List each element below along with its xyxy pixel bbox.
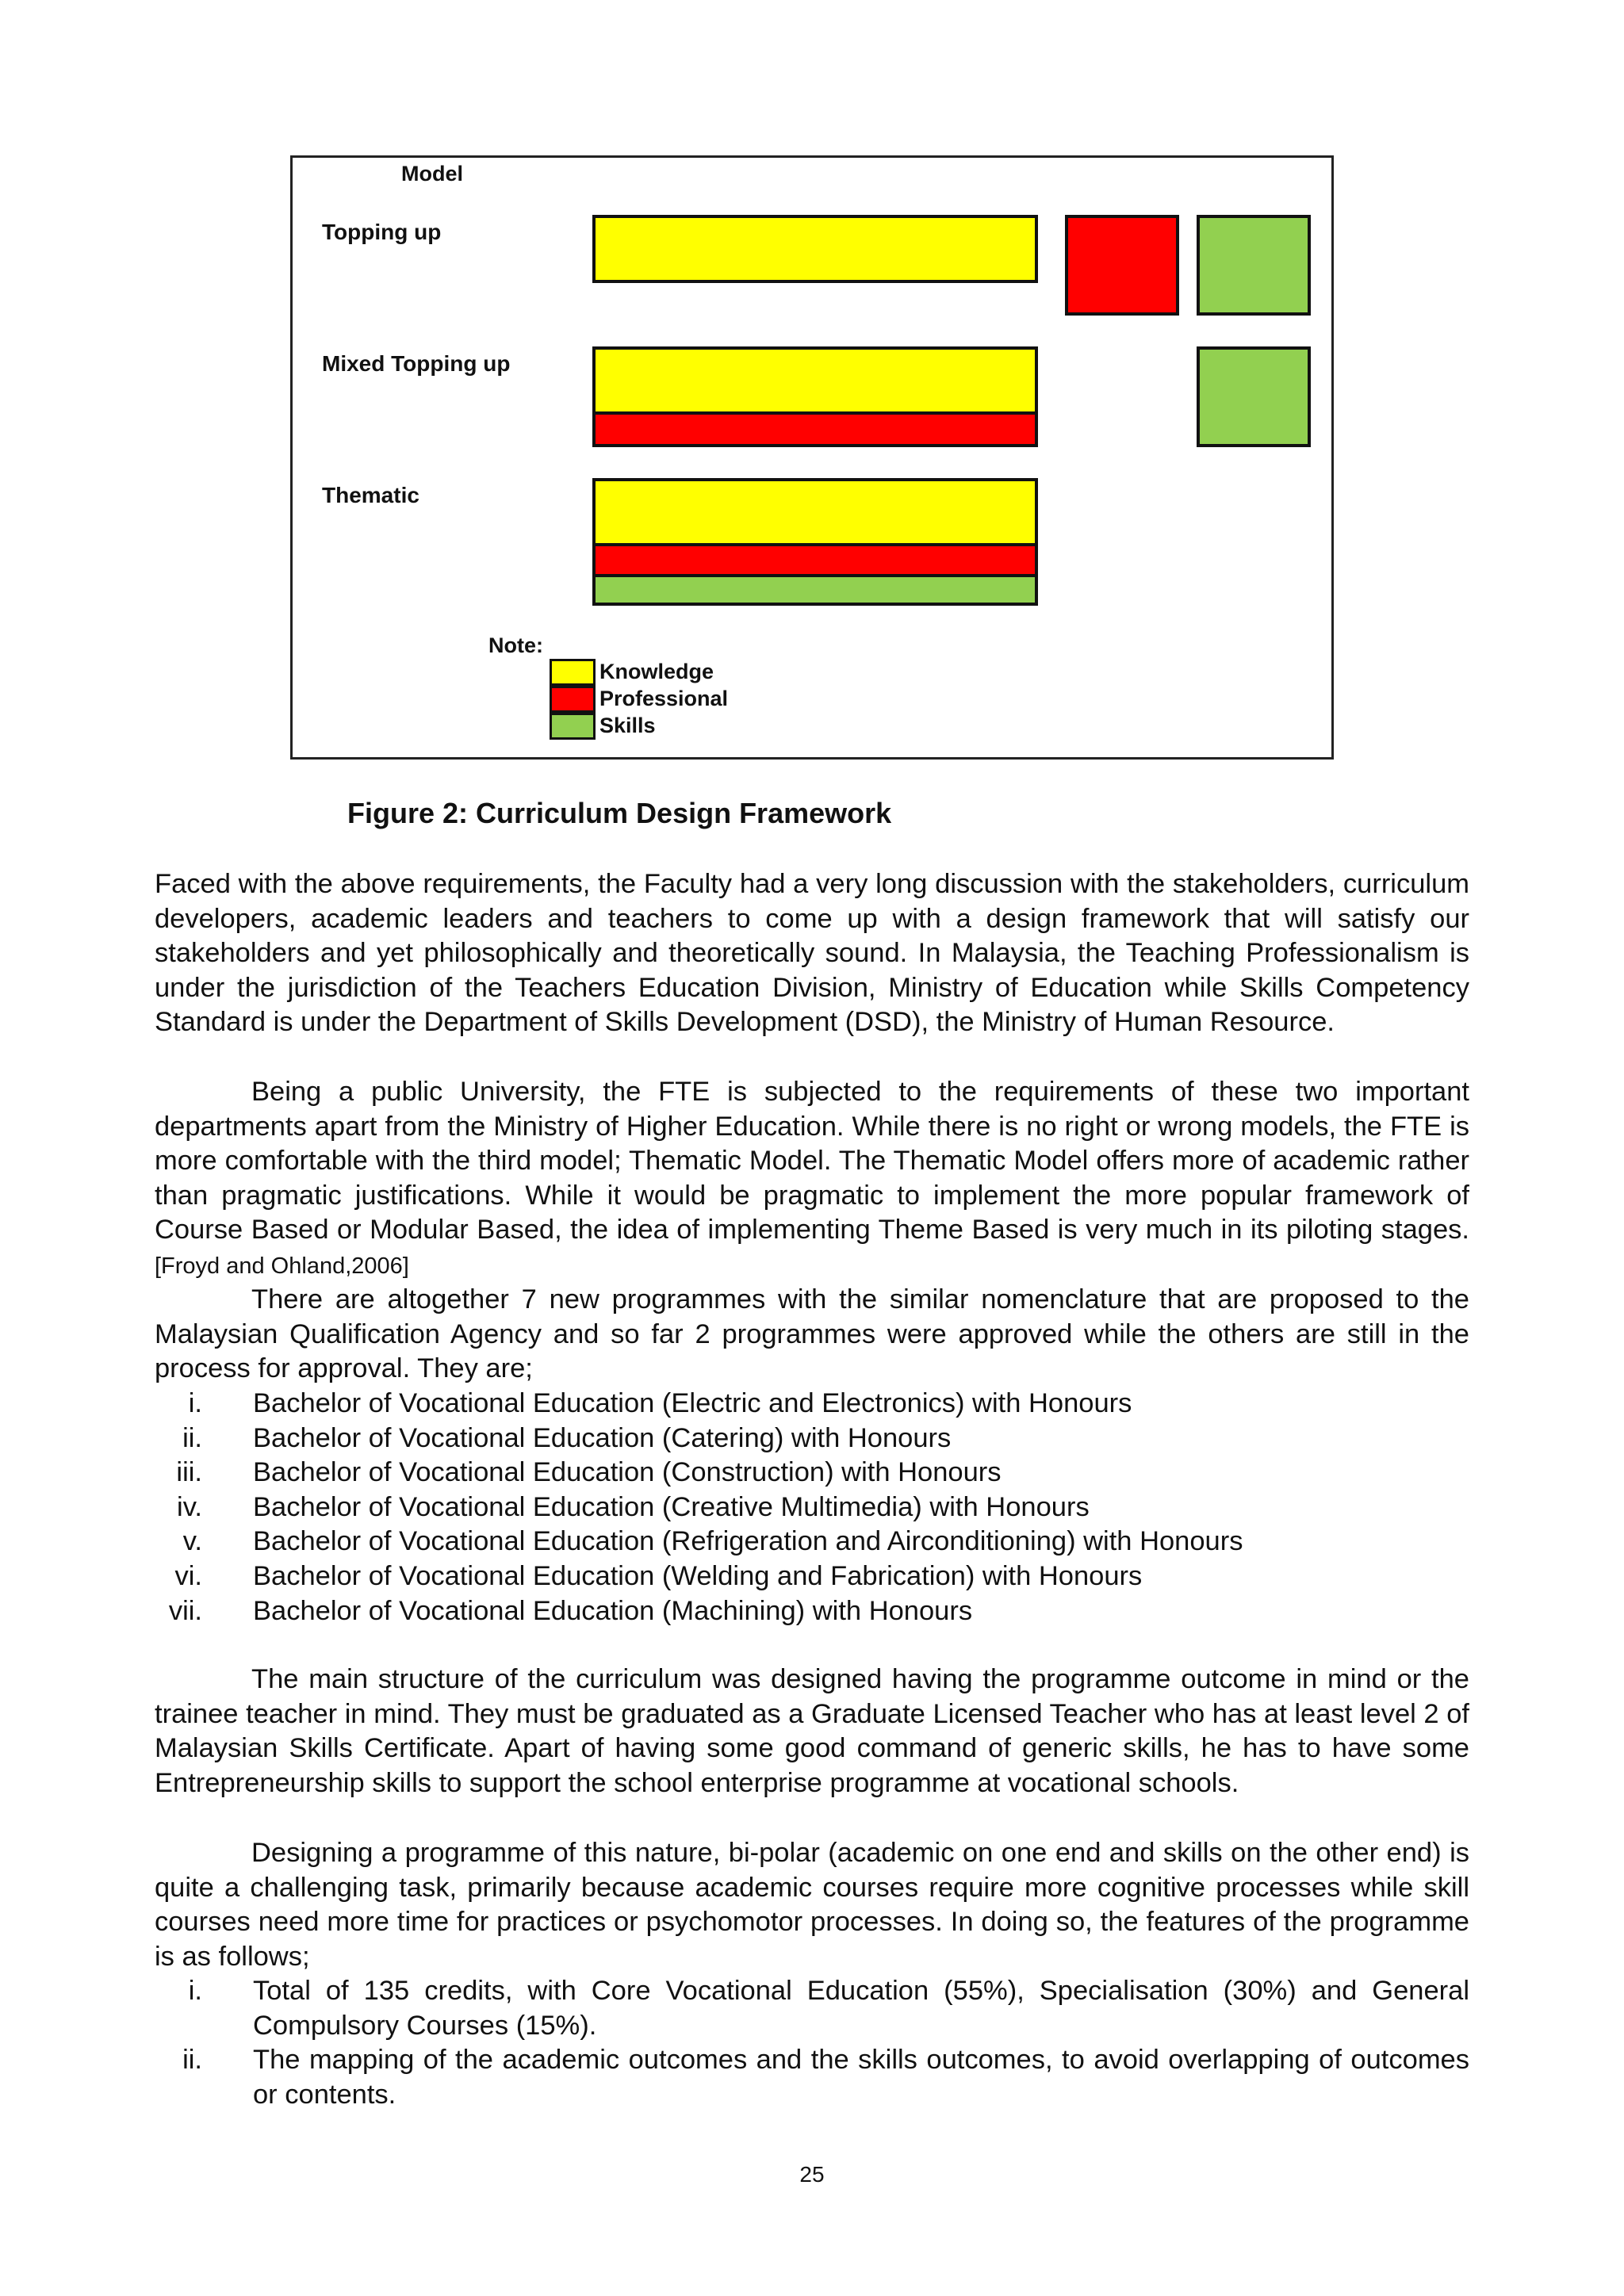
list-item — [155, 1559, 1469, 1594]
page-number: 25 — [799, 2162, 825, 2187]
list-text: Bachelor of Vocational Education (Construction) with Honours — [253, 1457, 1002, 1488]
list-text: Bachelor of Vocational Education (Machining) with Honours — [253, 1595, 973, 1626]
legend-label-knowledge: Knowledge — [599, 660, 714, 683]
row-label-topping-up: Topping up — [322, 220, 442, 244]
list-text: Bachelor of Vocational Education (Refrigeration and Airconditioning) with Honours — [253, 1526, 1243, 1557]
paragraph-5: Designing a programme of this nature, bi-polar (academic on one end and skills on the other end) is quite a challenging task, primarily because academic courses require more cognitive processes while skill courses need more time for practices or psychomotor processes. In doing so, the features of the programme is as follows; — [155, 1838, 1469, 1972]
thematic-skills-layer — [592, 574, 1038, 606]
legend-swatch-skills — [550, 713, 596, 740]
list-text: The mapping of the academic outcomes and the skills outcomes, to avoid overlapping of outcomes or contents. — [253, 2045, 1469, 2110]
thematic-professional-layer — [592, 543, 1038, 577]
paragraph-3: There are altogether 7 new programmes with the similar nomenclature that are proposed to the Malaysian Qualification Agency and so far 2 programmes were approved while the others are still in the process for approval. They are; — [155, 1284, 1469, 1384]
list-number: i. — [188, 1976, 202, 2006]
curriculum-design-figure — [290, 155, 1334, 760]
topping-up-knowledge-block — [592, 215, 1038, 283]
list-item — [155, 1594, 1469, 1629]
list-item — [155, 1490, 1469, 1525]
figure-header: Model — [401, 162, 463, 186]
list-item — [155, 1422, 1469, 1456]
paragraph-2 — [155, 1075, 1469, 1284]
mixed-professional-layer — [592, 411, 1038, 447]
list-text: Bachelor of Vocational Education (Electric and Electronics) with Honours — [253, 1388, 1132, 1418]
list-item — [155, 2043, 1469, 2112]
citation: [Froyd and Ohland,2006] — [155, 1253, 409, 1279]
legend-swatch-knowledge — [550, 659, 596, 686]
paragraph-1: Faced with the above requirements, the Faculty had a very long discussion with the stakeholders, curriculum developers, academic leaders and teachers to come up with a design framework that will satisfy our stakeholders and yet philosophically and theoretically sound. In Malaysia, the Teaching Professionalism is under the jurisdiction of the Teachers Education Division, Ministry of Education while Skills Competency Standard is under the Department of Skills Development (DSD), the Ministry of Human Resource. — [155, 869, 1469, 1038]
row-label-thematic: Thematic — [322, 483, 419, 507]
programme-list — [155, 1387, 1469, 1628]
list-text: Bachelor of Vocational Education (Catering) with Honours — [253, 1422, 952, 1453]
list-item — [155, 1387, 1469, 1422]
topping-up-skills-block — [1197, 215, 1311, 316]
list-text: Bachelor of Vocational Education (Creative Multimedia) with Honours — [253, 1491, 1090, 1522]
mixed-knowledge-layer — [592, 346, 1038, 415]
legend-title: Note: — [488, 633, 543, 657]
list-number: i. — [188, 1388, 202, 1418]
mixed-skills-block — [1197, 346, 1311, 447]
row-label-mixed-topping-up: Mixed Topping up — [322, 351, 511, 376]
list-text: Bachelor of Vocational Education (Welding and Fabrication) with Honours — [253, 1560, 1143, 1591]
legend-label-skills: Skills — [599, 714, 656, 737]
list-text: Total of 135 credits, with Core Vocational Education (55%), Specialisation (30%) and General Compulsory Courses (15%). — [253, 1976, 1469, 2041]
list-number: ii. — [182, 2045, 202, 2076]
list-number: ii. — [182, 1422, 202, 1453]
list-item — [155, 1525, 1469, 1559]
list-item — [155, 1974, 1469, 2043]
legend-label-professional: Professional — [599, 687, 729, 710]
list-number: iii. — [176, 1457, 202, 1488]
topping-up-professional-block — [1065, 215, 1179, 316]
list-number: v. — [182, 1526, 202, 1557]
features-list — [155, 1974, 1469, 2112]
list-number: vii. — [168, 1595, 202, 1626]
figure-caption: Figure 2: Curriculum Design Framework — [347, 797, 892, 829]
thematic-knowledge-layer — [592, 478, 1038, 546]
list-number: vi. — [174, 1560, 202, 1591]
legend-swatch-professional — [550, 686, 596, 713]
paragraph-4: The main structure of the curriculum was designed having the programme outcome in mind or the trainee teacher in mind. They must be graduated as a Graduate Licensed Teacher who has at least level 2 of Malaysian Skills Certificate. Apart of having some good command of generic skills, he has to have some Entrepreneurship skills to support the school enterprise programme at vocational schools. — [155, 1664, 1469, 1798]
list-number: iv. — [177, 1491, 202, 1522]
paragraph-2-text: Being a public University, the FTE is subjected to the requirements of these two important departments apart from the Ministry of Higher Education. While there is no right or wrong models, the FTE is more comfortable with the third model; Thematic Model. The Thematic Model offers more of academic rather than pragmatic justifications. While it would be pragmatic to implement the more popular framework of Course Based or Modular Based, the idea of implementing Theme Based is very much in its piloting stages. — [155, 1077, 1469, 1246]
list-item — [155, 1456, 1469, 1490]
